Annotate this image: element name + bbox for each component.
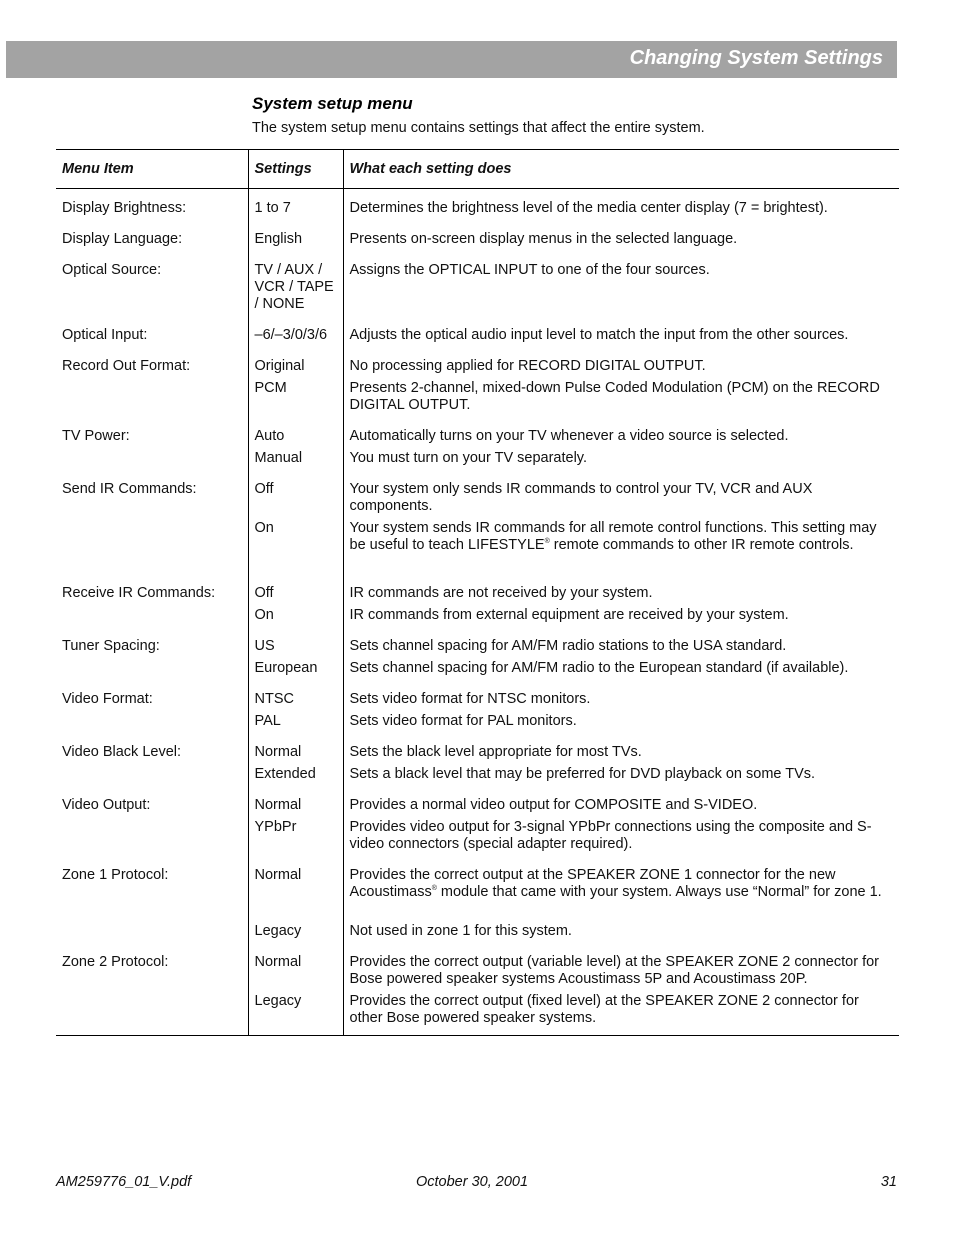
table-row xyxy=(56,797,899,867)
menu-item-cell: Video Format: xyxy=(62,691,153,707)
description-cell xyxy=(343,358,899,428)
settings-cell xyxy=(248,481,343,585)
menu-item-cell: Video Output: xyxy=(62,797,151,813)
header-banner xyxy=(6,41,897,78)
table-row xyxy=(56,189,899,232)
setting-description: IR commands from external equipment are received by your system. xyxy=(349,607,789,623)
table-header-row xyxy=(56,150,899,189)
footer-doc-name: AM259776_01_V.pdf xyxy=(56,1174,192,1190)
menu-item-cell: Optical Source: xyxy=(62,262,162,278)
description-cell xyxy=(343,481,899,585)
settings-table xyxy=(56,149,899,1036)
setting-description: Presents 2-channel, mixed-down Pulse Coded Modulation (PCM) on the RECORD DIGITAL OUTPUT. xyxy=(349,380,880,413)
settings-cell xyxy=(248,358,343,428)
settings-cell xyxy=(248,189,343,232)
menu-item-cell: Tuner Spacing: xyxy=(62,638,160,654)
description-cell xyxy=(343,189,899,232)
setting-value: NTSC xyxy=(254,691,294,707)
menu-item-cell: Record Out Format: xyxy=(62,358,191,374)
setting-value: European xyxy=(254,660,318,676)
setting-value: On xyxy=(254,520,274,536)
setting-description: Sets video format for PAL monitors. xyxy=(349,713,577,729)
settings-cell xyxy=(248,867,343,954)
menu-item-cell: Display Brightness: xyxy=(62,200,187,216)
setting-value: Normal xyxy=(254,744,302,760)
table-row xyxy=(56,744,899,797)
setting-value: Normal xyxy=(254,867,302,883)
setting-description: Sets channel spacing for AM/FM radio to the European standard (if available). xyxy=(349,660,849,676)
description-cell xyxy=(343,691,899,744)
setting-value: YPbPr xyxy=(254,819,297,835)
settings-cell xyxy=(248,691,343,744)
setting-description: Your system sends IR commands for all remote control functions. This setting may be useful to teach LIFESTYLE® remote commands to other IR remote controls. xyxy=(349,520,877,553)
settings-cell xyxy=(248,327,343,358)
description-cell xyxy=(343,585,899,638)
table-row xyxy=(56,638,899,691)
setting-description: You must turn on your TV separately. xyxy=(349,450,588,466)
page-title: Changing System Settings xyxy=(629,47,883,69)
setting-value: Manual xyxy=(254,450,303,466)
table-row xyxy=(56,481,899,585)
setting-description: IR commands are not received by your system. xyxy=(349,585,653,601)
setting-value: Auto xyxy=(254,428,285,444)
header-menu-item: Menu Item xyxy=(56,150,248,189)
description-cell xyxy=(343,638,899,691)
setting-description: Provides a normal video output for COMPOSITE and S-VIDEO. xyxy=(349,797,758,813)
setting-description: Sets channel spacing for AM/FM radio stations to the USA standard. xyxy=(349,638,787,654)
description-cell xyxy=(343,327,899,358)
menu-item-cell: Send IR Commands: xyxy=(62,481,197,497)
setting-description: Adjusts the optical audio input level to match the input from the other sources. xyxy=(349,327,849,343)
setting-description: Provides the correct output (variable level) at the SPEAKER ZONE 2 connector for Bose powered speaker systems Acoustimass 5P and Acoustimass 20P. xyxy=(349,954,879,987)
setting-description: Not used in zone 1 for this system. xyxy=(349,923,572,939)
settings-cell xyxy=(248,585,343,638)
setting-description: Provides video output for 3-signal YPbPr connections using the composite and S-video connectors (special adapter required). xyxy=(349,819,872,852)
table-row xyxy=(56,954,899,1036)
setting-value: Original xyxy=(254,358,305,374)
description-cell xyxy=(343,262,899,327)
description-cell xyxy=(343,797,899,867)
setting-description: Presents on-screen display menus in the selected language. xyxy=(349,231,738,247)
setting-value: Off xyxy=(254,481,274,497)
table-row xyxy=(56,262,899,327)
menu-item-cell: Zone 1 Protocol: xyxy=(62,867,169,883)
settings-cell xyxy=(248,262,343,327)
setting-description: No processing applied for RECORD DIGITAL OUTPUT. xyxy=(349,358,706,374)
setting-value: Legacy xyxy=(254,993,302,1009)
setting-value: English xyxy=(254,231,303,247)
setting-value: Extended xyxy=(254,766,316,782)
table-row xyxy=(56,867,899,954)
setting-value: Legacy xyxy=(254,923,302,939)
description-cell xyxy=(343,954,899,1036)
menu-item-cell: Receive IR Commands: xyxy=(62,585,216,601)
table-row xyxy=(56,585,899,638)
menu-item-cell: Optical Input: xyxy=(62,327,148,343)
settings-cell xyxy=(248,638,343,691)
menu-item-cell: TV Power: xyxy=(62,428,130,444)
setting-description: Automatically turns on your TV whenever a video source is selected. xyxy=(349,428,789,444)
table-row xyxy=(56,358,899,428)
setting-value: On xyxy=(254,607,274,623)
setting-value: Normal xyxy=(254,797,302,813)
section-intro: The system setup menu contains settings that affect the entire system. xyxy=(252,120,705,136)
description-cell xyxy=(343,867,899,954)
footer-page-number: 31 xyxy=(880,1174,897,1190)
setting-value: Normal xyxy=(254,954,302,970)
menu-item-cell: Display Language: xyxy=(62,231,183,247)
settings-cell xyxy=(248,744,343,797)
settings-cell xyxy=(248,428,343,481)
setting-value: PAL xyxy=(254,713,281,729)
setting-description: Your system only sends IR commands to control your TV, VCR and AUX components. xyxy=(349,481,813,514)
menu-item-cell: Video Black Level: xyxy=(62,744,182,760)
menu-item-cell: Zone 2 Protocol: xyxy=(56,954,248,1036)
setting-value: 1 to 7 xyxy=(254,200,291,216)
setting-description: Sets video format for NTSC monitors. xyxy=(349,691,591,707)
table-row xyxy=(56,428,899,481)
setting-value: US xyxy=(254,638,275,654)
settings-cell xyxy=(248,954,343,1036)
setting-value: TV / AUX / VCR / TAPE / NONE xyxy=(254,262,334,312)
table-row xyxy=(56,691,899,744)
settings-cell xyxy=(248,797,343,867)
settings-cell xyxy=(248,231,343,262)
description-cell xyxy=(343,428,899,481)
table-row xyxy=(56,231,899,262)
setting-description: Sets the black level appropriate for most TVs. xyxy=(349,744,642,760)
footer-date: October 30, 2001 xyxy=(416,1174,529,1190)
setting-description: Provides the correct output (fixed level) at the SPEAKER ZONE 2 connector for other Bose powered speaker systems. xyxy=(349,993,859,1026)
setting-value: Off xyxy=(254,585,274,601)
setting-value: –6/–3/0/3/6 xyxy=(254,327,328,343)
setting-value: PCM xyxy=(254,380,287,396)
setting-description: Determines the brightness level of the media center display (7 = brightest). xyxy=(349,200,828,216)
description-cell xyxy=(343,231,899,262)
header-settings: Settings xyxy=(248,150,343,189)
description-cell xyxy=(343,744,899,797)
setting-description: Provides the correct output at the SPEAKER ZONE 1 connector for the new Acoustimass® module that came with your system. Always use “Normal” for zone 1. xyxy=(349,867,882,900)
setting-description: Sets a black level that may be preferred for DVD playback on some TVs. xyxy=(349,766,816,782)
table-row xyxy=(56,327,899,358)
section-title: System setup menu xyxy=(252,94,413,113)
setting-description: Assigns the OPTICAL INPUT to one of the four sources. xyxy=(349,262,710,278)
header-description: What each setting does xyxy=(343,150,899,189)
